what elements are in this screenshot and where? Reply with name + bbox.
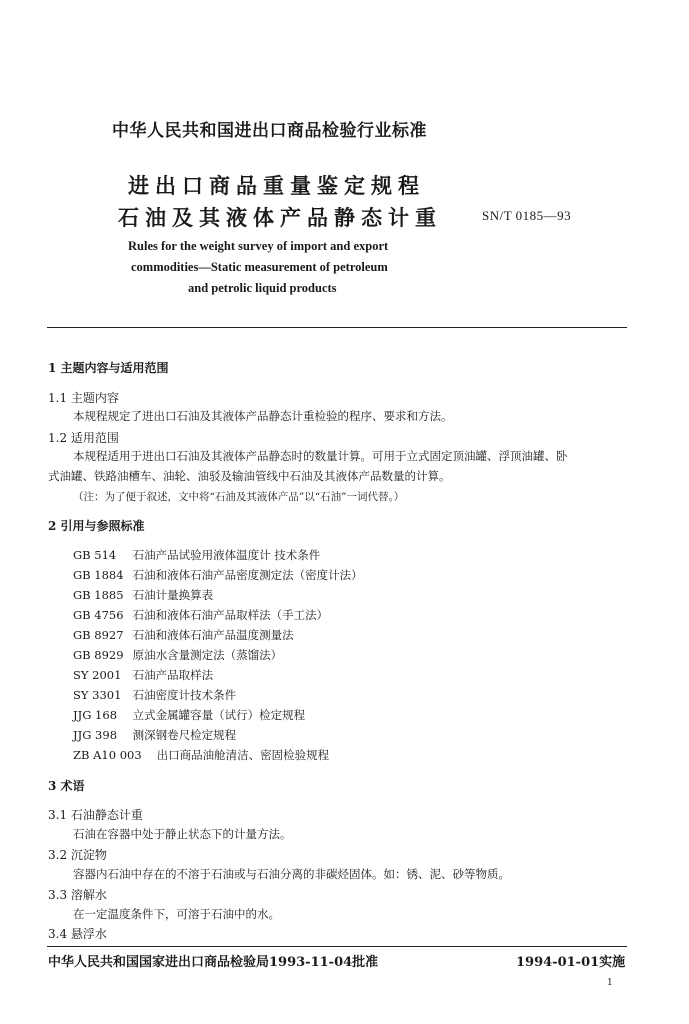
- reference-item: [73, 607, 328, 623]
- reference-item: [73, 747, 329, 763]
- section-1-1-text: 本规程规定了进出口石油及其液体产品静态计重检验的程序、要求和方法。: [73, 409, 453, 423]
- title-cn-line2: 石油及其液体产品静态计重: [118, 205, 442, 230]
- standard-code: SN/T 0185—93: [482, 208, 572, 223]
- section-1-2-text-line2: 式油罐、铁路油槽车、油轮、油驳及输油管线中石油及其液体产品数量的计算。: [48, 469, 451, 483]
- section-1-2-heading: 1.2 适用范围: [48, 431, 119, 445]
- section-1-2-text-line1: 本规程适用于进出口石油及其液体产品静态时的数量计算。可用于立式固定顶油罐、浮顶油罐、卧: [73, 449, 568, 463]
- footer-divider: [47, 946, 627, 947]
- reference-code: JJG 168: [73, 708, 118, 722]
- section-3-3-text: 在一定温度条件下，可溶于石油中的水。: [73, 907, 280, 921]
- reference-code: ZB A10 003: [73, 748, 142, 762]
- effective-date: 1994-01-01实施: [516, 955, 626, 970]
- reference-title: 石油计量换算表: [132, 588, 214, 602]
- title-en-line1: Rules for the weight survey of import and export: [128, 239, 389, 253]
- section-3-2-text: 容器内石油中存在的不溶于石油或与石油分离的非碳烃固体。如：锈、泥、砂等物质。: [73, 867, 510, 881]
- approval-line: 中华人民共和国国家进出口商品检验局1993-11-04批准: [48, 955, 379, 970]
- reference-item: [73, 687, 236, 703]
- reference-item: [73, 627, 294, 643]
- page-number: 1: [607, 978, 613, 988]
- title-en-line2: commodities—Static measurement of petroleum: [131, 260, 388, 274]
- section-3-1-heading: 3.1 石油静态计重: [48, 808, 143, 822]
- reference-title: 石油产品试验用液体温度计 技术条件: [132, 548, 321, 562]
- reference-title: 石油产品取样法: [132, 668, 214, 682]
- reference-item: [73, 647, 282, 663]
- reference-code: JJG 398: [73, 728, 118, 742]
- reference-title: 测深钢卷尺检定规程: [132, 728, 237, 742]
- section-3-heading: 3 术语: [48, 779, 85, 793]
- section-1-1-heading: 1.1 主题内容: [48, 391, 119, 405]
- header-divider: [47, 327, 627, 328]
- reference-item: [73, 707, 305, 723]
- reference-code: GB 8927: [73, 628, 124, 642]
- section-3-4-heading: 3.4 悬浮水: [48, 927, 107, 941]
- reference-code: GB 4756: [73, 608, 124, 622]
- reference-item: [73, 587, 213, 603]
- reference-code: SY 3301: [73, 688, 122, 702]
- reference-code: GB 1884: [73, 568, 124, 582]
- reference-item: [73, 667, 213, 683]
- title-en-line3: and petrolic liquid products: [188, 281, 337, 295]
- org-header: 中华人民共和国进出口商品检验行业标准: [112, 121, 427, 141]
- section-1-heading: 1 主题内容与适用范围: [48, 361, 169, 375]
- reference-code: GB 8929: [73, 648, 124, 662]
- reference-code: SY 2001: [73, 668, 122, 682]
- reference-item: [73, 727, 236, 743]
- reference-title: 石油和液体石油产品取样法（手工法）: [132, 608, 329, 622]
- section-2-heading: 2 引用与参照标准: [48, 519, 145, 533]
- section-3-3-heading: 3.3 溶解水: [48, 888, 107, 902]
- reference-title: 石油和液体石油产品温度测量法: [132, 628, 294, 642]
- reference-item: [73, 567, 363, 583]
- reference-title: 立式金属罐容量（试行）检定规程: [132, 708, 306, 722]
- reference-item: [73, 547, 320, 563]
- reference-code: GB 514: [73, 548, 117, 562]
- title-cn-line1: 进出口商品重量鉴定规程: [128, 173, 425, 198]
- reference-title: 石油密度计技术条件: [132, 688, 237, 702]
- section-1-2-note: （注：为了便于叙述，文中将“石油及其液体产品”以“石油”一词代替。）: [73, 491, 405, 503]
- reference-title: 石油和液体石油产品密度测定法（密度计法）: [132, 568, 363, 582]
- section-3-2-heading: 3.2 沉淀物: [48, 848, 107, 862]
- reference-title: 出口商品油舱清洁、密固检验规程: [156, 748, 330, 762]
- reference-title: 原油水含量测定法（蒸馏法）: [132, 648, 283, 662]
- reference-code: GB 1885: [73, 588, 124, 602]
- section-3-1-text: 石油在容器中处于静止状态下的计量方法。: [73, 827, 292, 841]
